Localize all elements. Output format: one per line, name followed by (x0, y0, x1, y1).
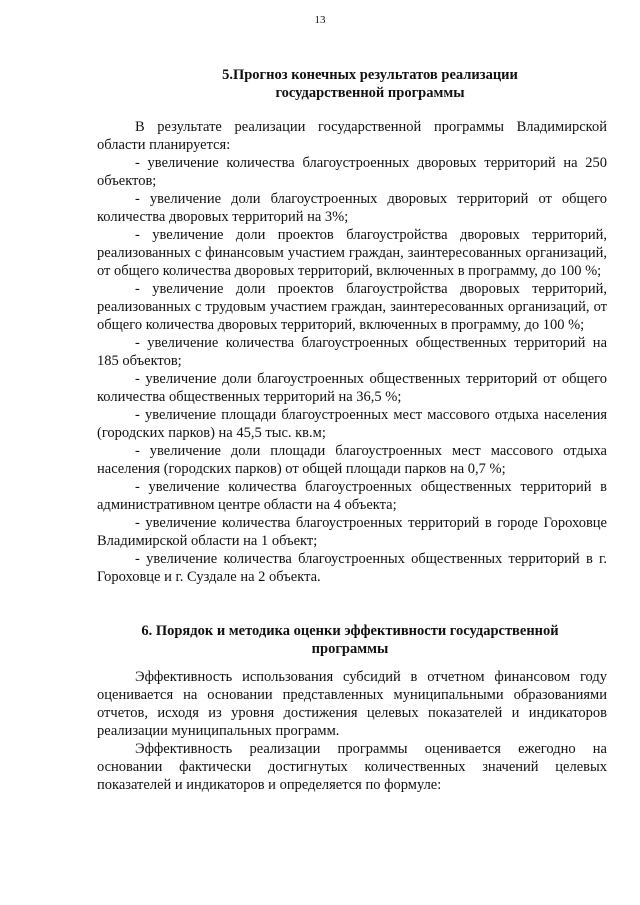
list-item: - увеличение доли площади благоустроенных мест массового отдыха населения (городских парков) от общей площади парков на 0,7 %; (97, 443, 607, 477)
list-item: - увеличение доли благоустроенных дворовых территорий от общего количества дворовых территорий на 3%; (97, 191, 607, 225)
section-5-title (200, 66, 540, 102)
page-number: 13 (314, 14, 326, 26)
list-item: - увеличение доли благоустроенных общественных территорий от общего количества общественных территорий на 36,5 %; (97, 371, 607, 405)
paragraph: Эффективность использования субсидий в отчетном финансовом году оценивается на основании представленных муниципальными образованиями отчетов, исходя из уровня достижения целевых показателей и индикаторов реализации муниципальных программ. (97, 669, 607, 739)
list-item: - увеличение количества благоустроенных общественных территорий в административном центре области на 4 объекта; (97, 479, 607, 513)
list-item: - увеличение количества благоустроенных общественных территорий в г. Гороховце и г. Суздале на 2 объекта. (97, 551, 607, 585)
section-5-body (97, 118, 607, 586)
section-6-title (110, 622, 590, 658)
section-5-title-line2: государственной программы (275, 85, 465, 101)
section-5-intro: В результате реализации государственной программы Владимирской области планируется: (97, 119, 607, 153)
section-6-title-line2: программы (311, 641, 389, 657)
list-item: - увеличение количества благоустроенных территорий в городе Гороховце Владимирской области на 1 объект; (97, 515, 607, 549)
list-item: - увеличение площади благоустроенных мест массового отдыха населения (городских парков) на 45,5 тыс. кв.м; (97, 407, 607, 441)
section-5-title-line1: 5.Прогноз конечных результатов реализации (222, 67, 518, 83)
list-item: - увеличение количества благоустроенных дворовых территорий на 250 объектов; (97, 155, 607, 189)
list-item: - увеличение доли проектов благоустройства дворовых территорий, реализованных с финансовым участием граждан, заинтересованных организаций, от общего количества дворовых территорий, включенных в программу, до 100 %; (97, 227, 607, 279)
list-item: - увеличение количества благоустроенных общественных территорий на 185 объектов; (97, 335, 607, 369)
section-6-body (97, 668, 607, 794)
list-item: - увеличение доли проектов благоустройства дворовых территорий, реализованных с трудовым участием граждан, заинтересованных организаций, от общего количества дворовых территорий, включенных в программу, до 100 %; (97, 281, 607, 333)
section-6-title-line1: 6. Порядок и методика оценки эффективности государственной (141, 623, 559, 639)
paragraph: Эффективность реализации программы оценивается ежегодно на основании фактически достигнутых количественных значений целевых показателей и индикаторов и определяется по формуле: (97, 741, 607, 793)
